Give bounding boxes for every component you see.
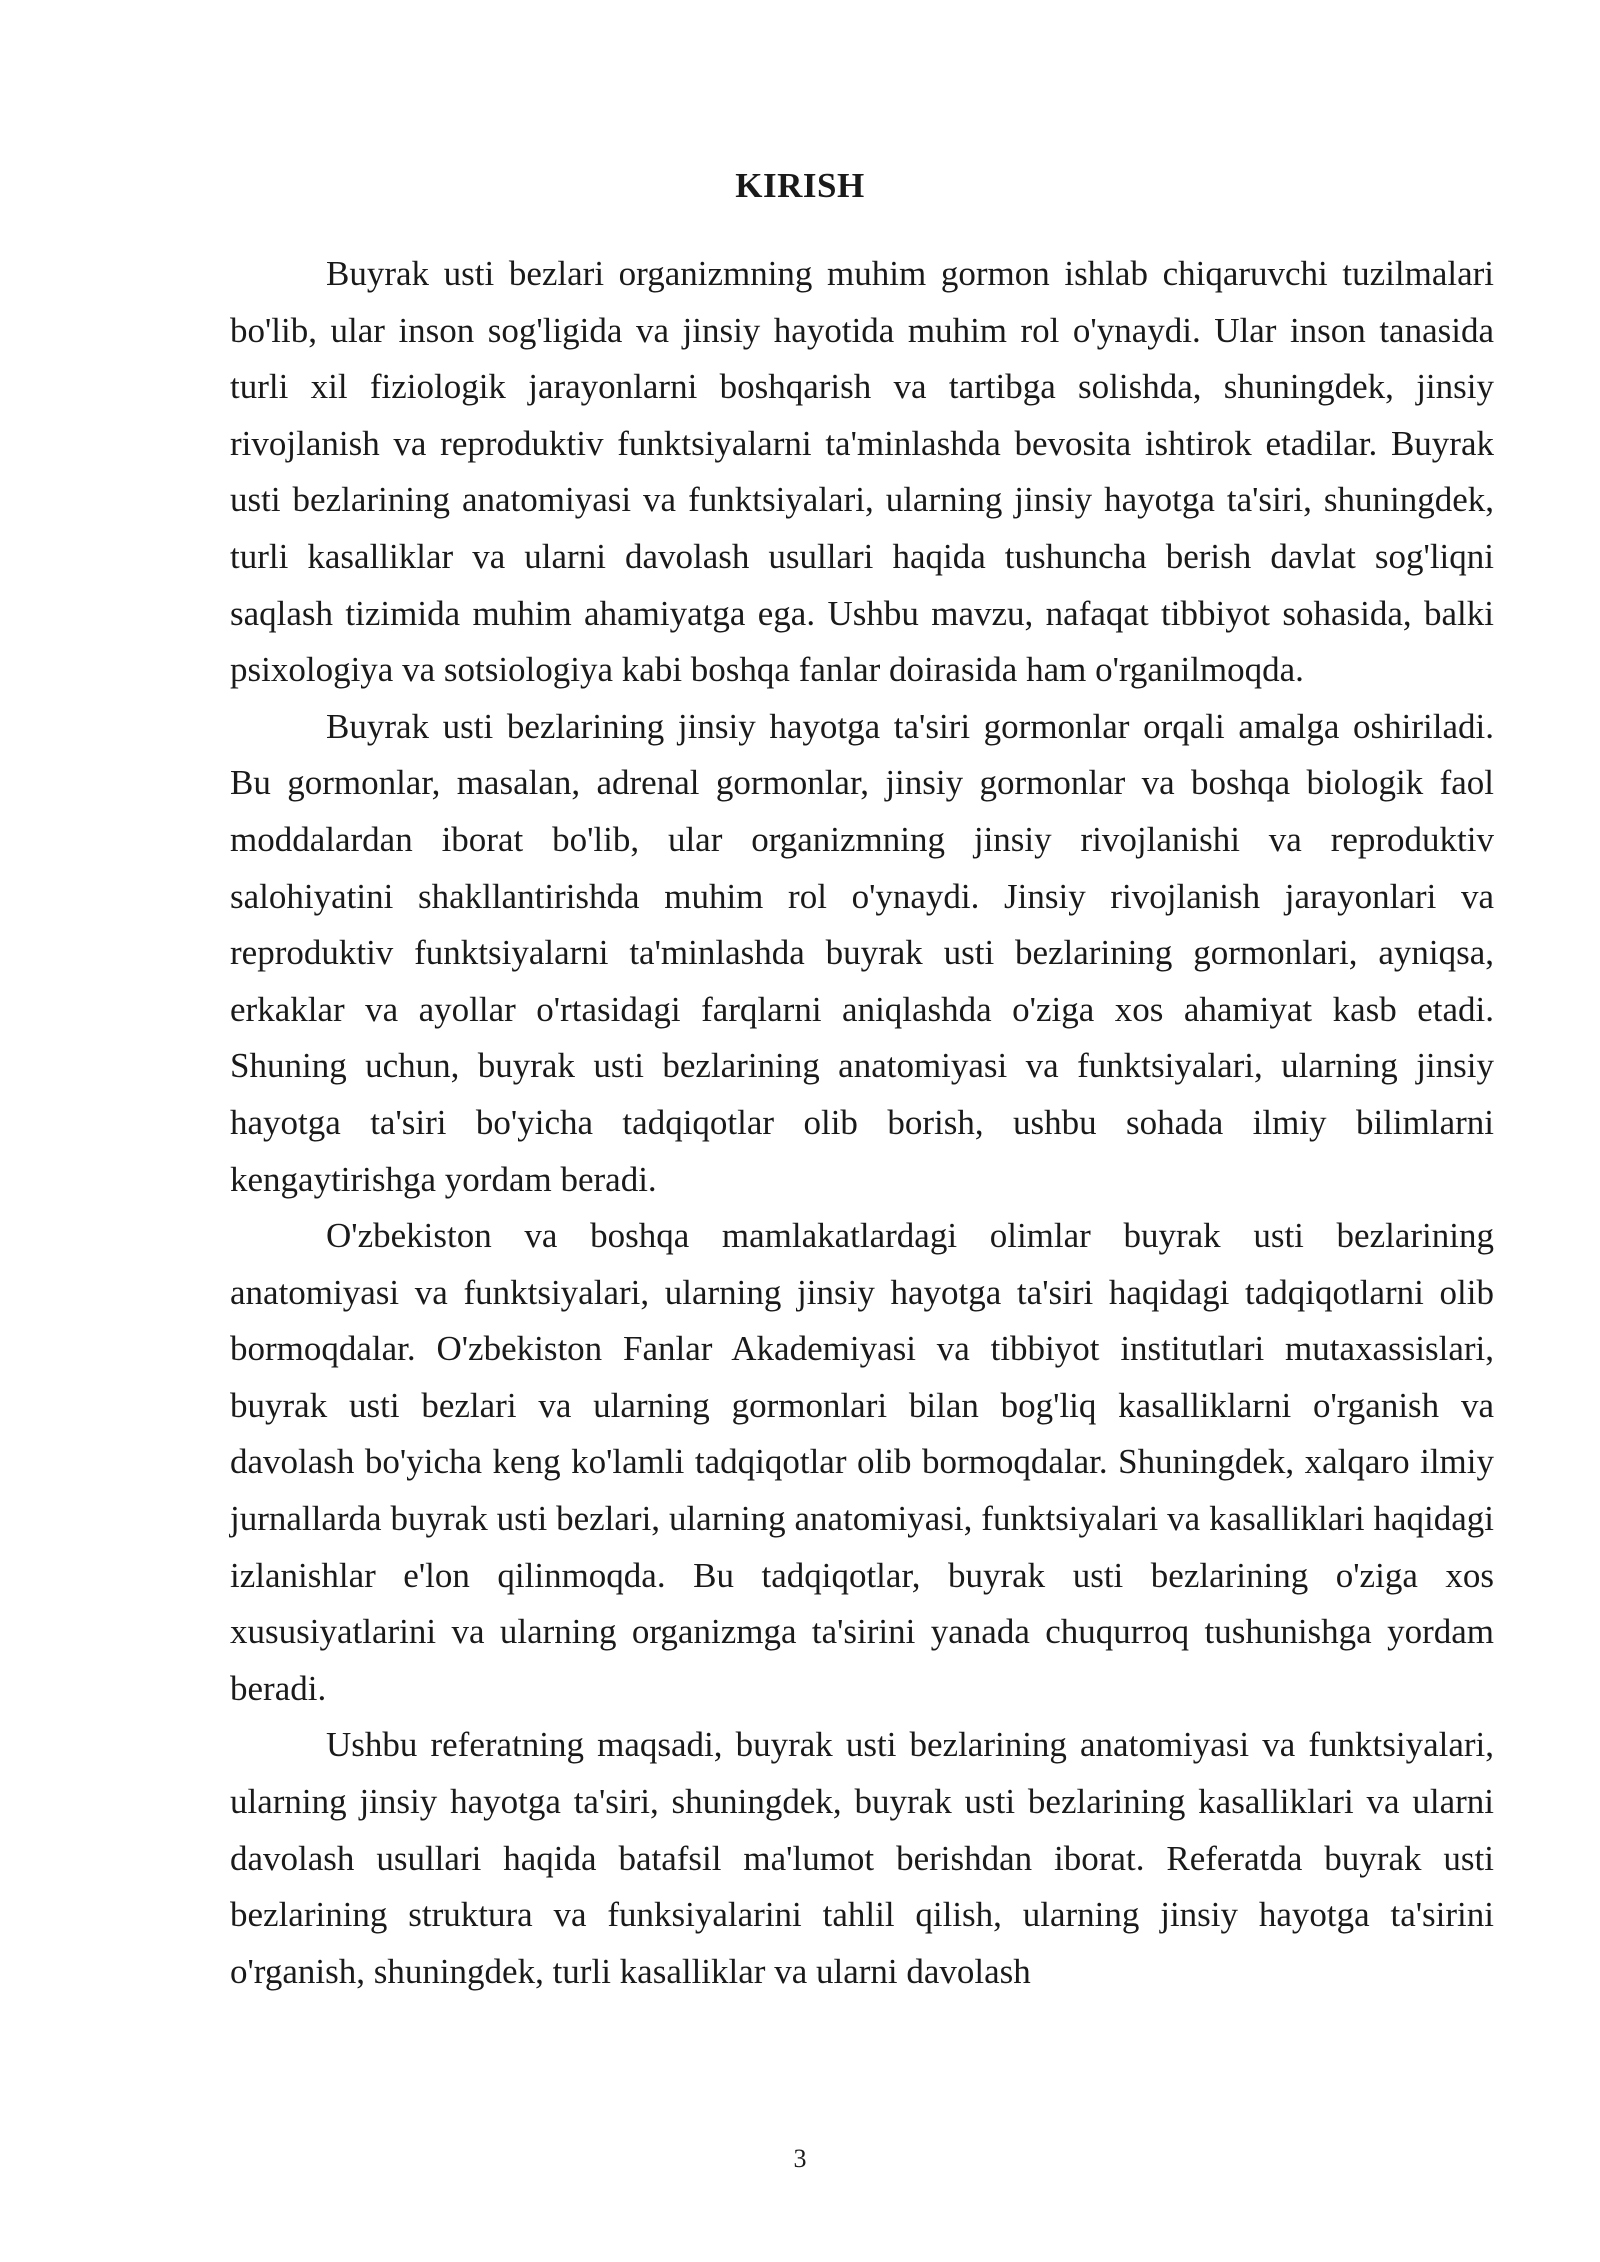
section-title: KIRISH <box>735 166 865 205</box>
paragraph-1: Buyrak usti bezlari organizmning muhim gormon ishlab chiqaruvchi tuzilmalari bo'lib, ular inson sog'ligida va jinsiy hayotida muhim rol o'ynaydi. Ular inson tanasida turli xil fiziologik jarayonlarni boshqarish va tartibga solishda, shuningdek, jinsiy rivojlanish va reproduktiv funktsiyalarni ta'minlashda bevosita ishtirok etadilar. Buyrak usti bezlarining anatomiyasi va funktsiyalari, ularning jinsiy hayotga ta'siri, shuningdek, turli kasalliklar va ularni davolash usullari haqida tushuncha berish davlat sog'liqni saqlash tizimida muhim ahamiyatga ega. Ushbu mavzu, nafaqat tibbiyot sohasida, balki psixologiya va sotsiologiya kabi boshqa fanlar doirasida ham o'rganilmoqda. <box>230 254 1494 690</box>
page-number: 3 <box>793 2144 807 2173</box>
body-text <box>230 246 1494 2000</box>
paragraph-2: Buyrak usti bezlarining jinsiy hayotga ta'siri gormonlar orqali amalga oshiriladi. Bu gormonlar, masalan, adrenal gormonlar, jinsiy gormonlar va boshqa biologik faol moddalardan iborat bo'lib, ular organizmning jinsiy rivojlanishi va reproduktiv salohiyatini shakllantirishda muhim rol o'ynaydi. Jinsiy rivojlanish jarayonlari va reproduktiv funktsiyalarni ta'minlashda buyrak usti bezlarining gormonlari, ayniqsa, erkaklar va ayollar o'rtasidagi farqlarni aniqlashda o'ziga xos ahamiyat kasb etadi. Shuning uchun, buyrak usti bezlarining anatomiyasi va funktsiyalari, ularning jinsiy hayotga ta'siri bo'yicha tadqiqotlar olib borish, ushbu sohada ilmiy bilimlarni kengaytirishga yordam beradi. <box>230 706 1494 1199</box>
paragraph-4: Ushbu referatning maqsadi, buyrak usti bezlarining anatomiyasi va funktsiyalari, ularning jinsiy hayotga ta'siri, shuningdek, buyrak usti bezlarining kasalliklari va ularni davolash usullari haqida batafsil ma'lumot berishdan iborat. Referatda buyrak usti bezlarining struktura va funksiyalarini tahlil qilish, ularning jinsiy hayotga ta'sirini o'rganish, shuningdek, turli kasalliklar va ularni davolash <box>230 1725 1494 1991</box>
paragraph-3: O'zbekiston va boshqa mamlakatlardagi olimlar buyrak usti bezlarining anatomiyasi va funktsiyalari, ularning jinsiy hayotga ta'siri haqidagi tadqiqotlarni olib bormoqdalar. O'zbekiston Fanlar Akademiyasi va tibbiyot institutlari mutaxassislari, buyrak usti bezlari va ularning gormonlari bilan bog'liq kasalliklarni o'rganish va davolash bo'yicha keng ko'lamli tadqiqotlar olib bormoqdalar. Shuningdek, xalqaro ilmiy jurnallarda buyrak usti bezlari, ularning anatomiyasi, funktsiyalari va kasalliklari haqidagi izlanishlar e'lon qilinmoqda. Bu tadqiqotlar, buyrak usti bezlarining o'ziga xos xususiyatlarini va ularning organizmga ta'sirini yanada chuqurroq tushunishga yordam beradi. <box>230 1216 1494 1708</box>
